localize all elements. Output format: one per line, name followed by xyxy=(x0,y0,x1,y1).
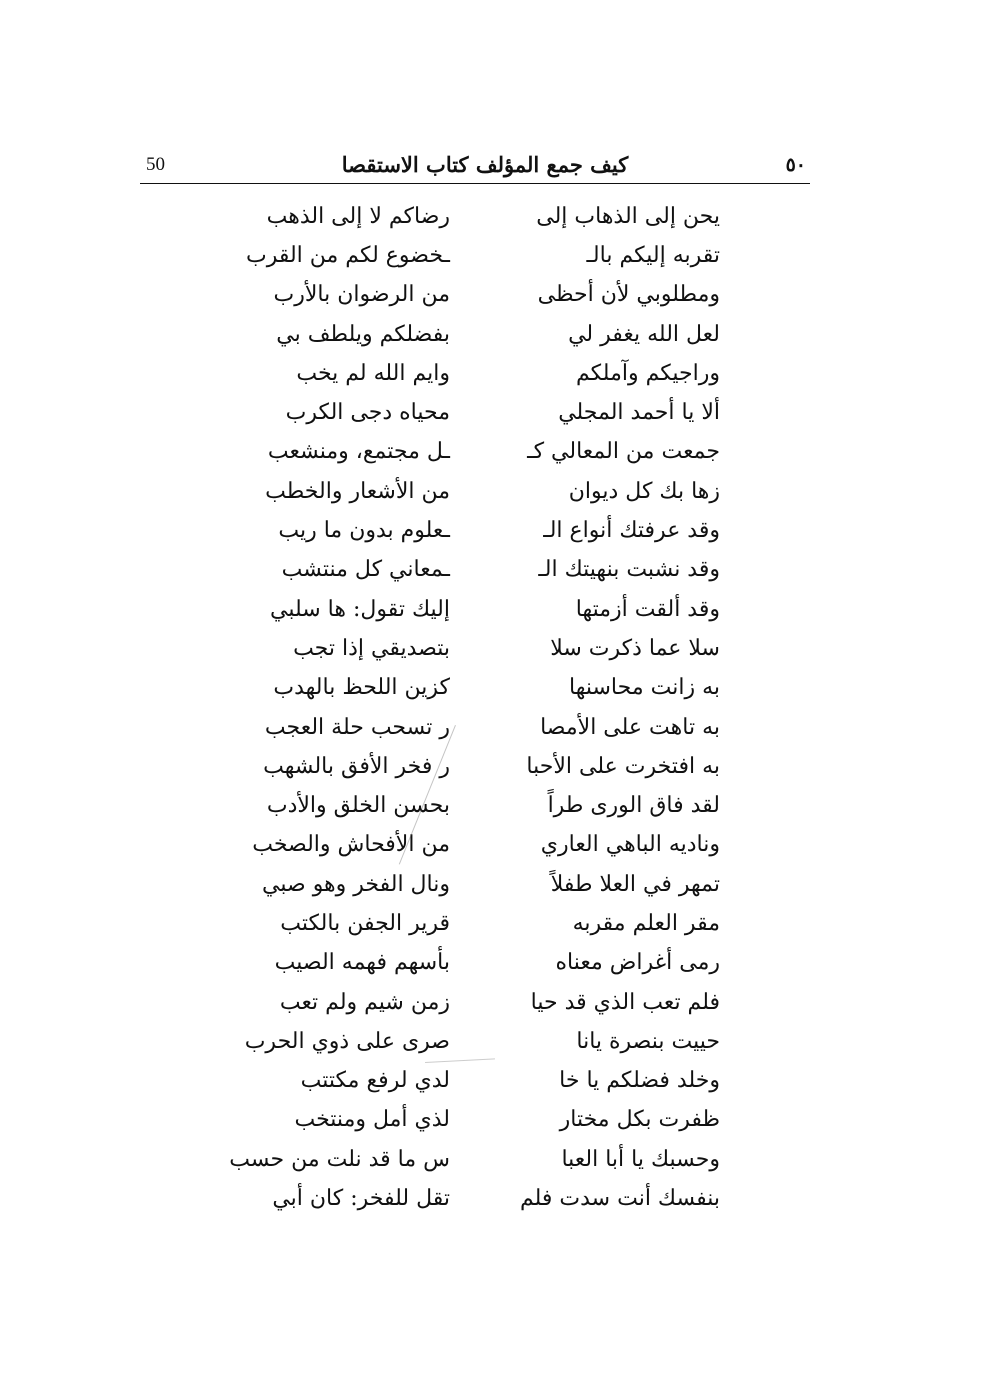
verse xyxy=(230,433,720,472)
verse-first-hemistich: وقد نشبت بنهيتك الـ xyxy=(538,557,720,583)
verse xyxy=(230,1022,720,1061)
verse xyxy=(230,826,720,865)
verse xyxy=(230,904,720,943)
verse-second-hemistich: صرى على ذوي الحرب xyxy=(244,1028,450,1054)
verse-first-hemistich: به تاهت على الأمصا xyxy=(540,714,720,740)
verse xyxy=(230,865,720,904)
verse xyxy=(230,511,720,550)
verse xyxy=(230,354,720,393)
verse-first-hemistich: وقد ألقت أزمتها xyxy=(575,596,720,622)
verse xyxy=(230,1140,720,1179)
verse xyxy=(230,1062,720,1101)
verse-first-hemistich: وحسبك يا أبا العبا xyxy=(561,1146,720,1172)
verse-second-hemistich: ـخضوع لكم من القرب xyxy=(245,242,450,268)
verse-first-hemistich: به افتخرت على الأحبا xyxy=(526,753,720,779)
verse xyxy=(230,1179,720,1218)
verse-second-hemistich: رضاكم لا إلى الذهب xyxy=(266,203,450,229)
verse-second-hemistich: ر فخر الأفق بالشهب xyxy=(263,753,450,779)
verse xyxy=(230,629,720,668)
verse-first-hemistich: زها بك كل ديوان xyxy=(568,478,720,504)
verse-second-hemistich: من الرضوان بالأرب xyxy=(273,282,450,308)
poem xyxy=(230,197,720,1219)
verse-second-hemistich: س ما قد نلت من حسب xyxy=(229,1146,450,1172)
verse-second-hemistich: ونال الفخر وهو صبي xyxy=(262,871,450,897)
verse-second-hemistich: ر تسحب حلة العجب xyxy=(264,714,450,740)
page-number-arabic: ٥٠ xyxy=(785,154,806,176)
verse-second-hemistich: قرير الجفن بالكتب xyxy=(280,910,450,936)
verse-second-hemistich: من الأفحاش والصخب xyxy=(252,832,450,858)
page-number-latin: 50 xyxy=(146,154,165,175)
verse-first-hemistich: مقر العلم مقربه xyxy=(572,910,720,936)
verse-second-hemistich: إليك تقول: ها سلبي xyxy=(270,596,450,622)
verse xyxy=(230,944,720,983)
verse xyxy=(230,197,720,236)
verse-first-hemistich: وراجيكم وآملكم xyxy=(576,360,720,386)
verse-second-hemistich: ـمعاني كل منتشب xyxy=(281,557,450,583)
verse xyxy=(230,236,720,275)
verse-first-hemistich: لعل الله يغفر لي xyxy=(568,321,720,347)
verse-first-hemistich: تمهر في العلا طفلاً xyxy=(550,871,720,897)
verse-first-hemistich: يحن إلى الذهاب إلى xyxy=(536,203,720,229)
verse-second-hemistich: ـل مجتمع، ومنشعب xyxy=(267,439,450,465)
verse-first-hemistich: به زانت محاسنها xyxy=(569,675,720,701)
verse xyxy=(230,786,720,825)
verse xyxy=(230,472,720,511)
verse-first-hemistich: وقد عرفتك أنواع الـ xyxy=(543,518,720,544)
verse-first-hemistich: فلم تعب الذي قد حيا xyxy=(530,989,720,1015)
verse-second-hemistich: كزين اللحظ بالهدب xyxy=(273,675,450,701)
verse-first-hemistich: ألا يا أحمد المجلي xyxy=(558,400,720,426)
verse-second-hemistich: وايم الله لم يخب xyxy=(296,360,450,386)
verse-second-hemistich: لذي أمل ومنتخب xyxy=(294,1107,450,1133)
verse xyxy=(230,393,720,432)
verse-second-hemistich: لدي لرفع مكتتب xyxy=(300,1068,450,1094)
verse-second-hemistich: من الأشعار والخطب xyxy=(265,478,450,504)
verse xyxy=(230,747,720,786)
verse xyxy=(230,590,720,629)
verse-second-hemistich: بتصديقي إذا تجب xyxy=(293,635,450,661)
verse xyxy=(230,276,720,315)
verse-first-hemistich: حييت بنصرة يانا xyxy=(576,1028,720,1054)
verse xyxy=(230,708,720,747)
running-title: كيف جمع المؤلف كتاب الاستقصا xyxy=(341,152,629,177)
verse-second-hemistich: محياه دجى الكرب xyxy=(285,400,450,426)
verse xyxy=(230,1101,720,1140)
verse xyxy=(230,983,720,1022)
verse-second-hemistich: بفضلكم ويلطف بي xyxy=(276,321,450,347)
verse xyxy=(230,551,720,590)
verse-first-hemistich: لقد فاق الورى طراً xyxy=(547,793,720,819)
verse xyxy=(230,315,720,354)
verse-first-hemistich: جمعت من المعالي كـ xyxy=(527,439,720,465)
verse-first-hemistich: تقربه إليكم بالـ xyxy=(586,242,720,268)
page-header xyxy=(140,150,810,186)
verse-second-hemistich: ـعلوم بدون ما ريب xyxy=(278,518,450,544)
verse-first-hemistich: ومطلوبي لأن أحظى xyxy=(537,282,720,308)
verse-first-hemistich: وخلد فضلكم يا خا xyxy=(559,1068,720,1094)
header-rule xyxy=(140,183,810,184)
verse-second-hemistich: تقل للفخر: كان أبي xyxy=(272,1186,450,1212)
verse-second-hemistich: بحسن الخلق والأدب xyxy=(266,793,450,819)
verse-second-hemistich: زمن شيم ولم تعب xyxy=(279,989,450,1015)
verse-second-hemistich: بأسهم فهمه الصيب xyxy=(274,950,450,976)
verse-first-hemistich: رمى أغراض معناه xyxy=(555,950,720,976)
verse-first-hemistich: سلا عما ذكرت سلا xyxy=(550,635,720,661)
verse-first-hemistich: ظفرت بكل مختار xyxy=(559,1107,720,1133)
verse-first-hemistich: وناديه الباهي العاري xyxy=(540,832,720,858)
verse-first-hemistich: بنفسك أنت سدت فلم xyxy=(519,1186,720,1212)
verse xyxy=(230,669,720,708)
